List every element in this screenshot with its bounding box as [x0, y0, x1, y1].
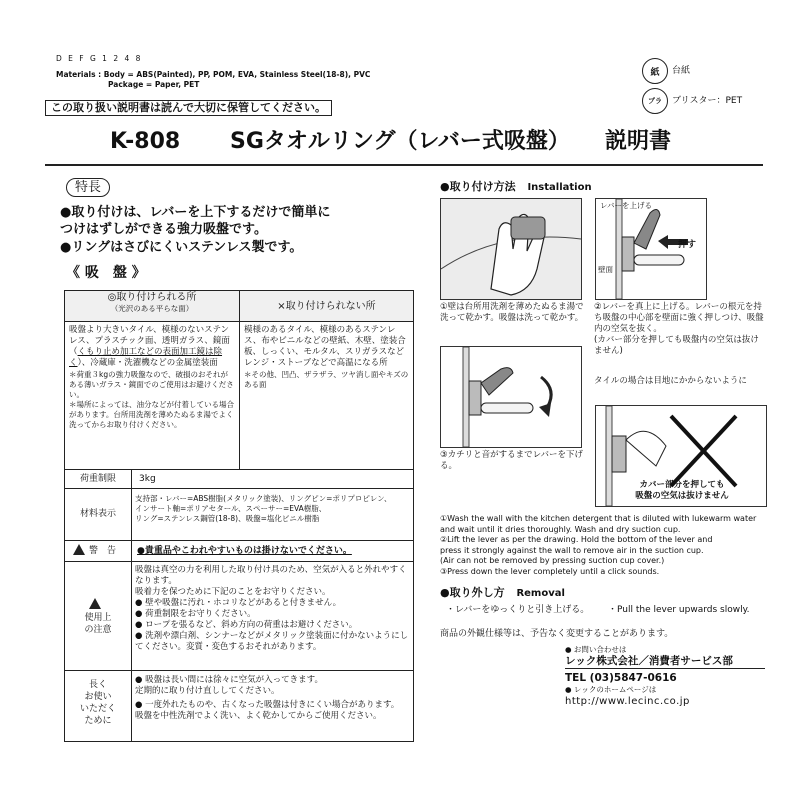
- inquiry-label: ● お問い合わせは: [565, 645, 627, 654]
- change-notice: 商品の外観仕様等は、予告なく変更することがあります。: [440, 629, 674, 639]
- cover-warning-text: カバー部分を押しても 吸盤の空気は抜けません: [635, 480, 729, 501]
- longuse-item-text: 一度外れたものや、古くなった吸盤は付きにくい場合があります。 吸盤を中性洗剤でよく洗い、よく乾かしてからご使用ください。: [135, 700, 400, 721]
- lever-down-illustration: [441, 347, 581, 447]
- features-heading: 特長: [66, 178, 110, 197]
- ok-cell: [69, 325, 235, 430]
- keep-notice: この取り扱い説明書は読んで大切に保管してください。: [45, 100, 332, 116]
- paper-recycle-mark: [642, 58, 690, 84]
- plastic-recycle-icon: プラ: [642, 88, 668, 114]
- wall-label: 壁面: [598, 265, 613, 274]
- material-row: [65, 488, 413, 541]
- material-value: 支持部・レバー=ABS樹脂(メタリック塗装)、リングピン=ポリプロピレン、 インサート軸=ポリアセタール、スペーサー=EVA樹脂、 リング=ステンレス鋼管(18-8)、吸盤=塩化ビニル樹脂: [135, 494, 392, 523]
- ok-note-2: ＊場所によっては、油分などが付着している場合があります。台所用洗剤を薄めたぬるま湯でよく洗ってからお取り付けください。: [69, 400, 234, 429]
- install-step-2-text: ②レバーを真上に上げる。レバーの根元を持ち吸盤の中心部を壁面に強く押しつけ、吸盤内の空気を抜く。: [594, 302, 764, 334]
- install-step-1: ①壁は台所用洗剤を薄めたぬるま湯で洗って乾かす。吸盤は洗って乾かす。: [440, 302, 584, 323]
- warning-row: [65, 541, 413, 562]
- ng-body-2: レンジ・ストーブなどで高温になる所: [244, 358, 388, 368]
- feature-item-1: ●取り付けは、レバーを上下するだけで簡単に つけはずしができる強力吸盤です。: [60, 205, 331, 237]
- company-block: [565, 645, 765, 708]
- install-step-2: [594, 302, 766, 357]
- longuse-label: 長く お使い いただく ために: [79, 680, 116, 726]
- ok-subtitle: （光沢のある平らな面）: [110, 304, 194, 313]
- load-value: 3kg: [139, 474, 156, 484]
- ok-body-underlined: くもり止め加工などの表面加工鏡は除く: [69, 347, 223, 368]
- warning-triangle-icon: [73, 544, 85, 555]
- english-step-2: ②Lift the lever as per the drawing. Hold the bottom of the lever and press it strongly against the wall to remove air in the suction cup. (Air can not be removed by pressing suction cup cover.): [440, 535, 713, 565]
- caution-triangle-icon: [89, 598, 101, 609]
- product-name: SGタオルリング（レバー式吸盤）: [230, 129, 570, 154]
- removal-en: ・Pull the lever upwards slowly.: [608, 605, 750, 615]
- suction-heading: 《 吸 盤 》: [66, 265, 146, 281]
- wash-hand-illustration: [441, 199, 581, 299]
- longuse-item-text: 吸盤は長い間には徐々に空気が入ってきます。 定期的に取り付け直ししてください。: [135, 675, 323, 696]
- ok-header-cell: [65, 291, 240, 322]
- ng-body: 模様のあるタイル、模様のあるステンレス、布やビニルなどの壁紙、木壁、塗装合板、しっくい、モルタル、スリガラスなど: [244, 325, 406, 357]
- row-divider: [131, 488, 132, 540]
- caution-label: 使用上 の注意: [84, 613, 112, 635]
- caution-intro: 吸盤は真空の力を利用した取り付け具のため、空気が入ると外れやすくなります。 吸着力を保つために下記のことをお守りください。: [135, 565, 407, 597]
- document-type: 説明書: [605, 129, 672, 154]
- longuse-content: [135, 675, 411, 722]
- warning-label: 警 告: [89, 546, 117, 556]
- install-step-3: ③カチリと音がするまでレバーを下げる。: [440, 450, 584, 471]
- load-label: 荷重制限: [79, 474, 116, 484]
- caution-item: ● 荷重制限をお守りください。: [135, 609, 256, 619]
- install-heading-jp: ●取り付け方法: [440, 180, 516, 193]
- company-url-link[interactable]: http://www.lecinc.co.jp: [565, 696, 690, 707]
- english-steps: [440, 514, 770, 577]
- ok-body: [69, 325, 235, 369]
- caution-row: [65, 562, 413, 671]
- install-step-2-note: (カバー部分を押しても吸盤内の空気は抜けません): [594, 335, 759, 356]
- caution-item-text: 荷重制限をお守りください。: [145, 609, 256, 619]
- longuse-item: ● 一度外れたものや、古くなった吸盤は付きにくい場合があります。 吸盤を中性洗剤でよく洗い、よく乾かしてからご使用ください。: [135, 700, 400, 721]
- cell-divider: [239, 321, 240, 469]
- caution-item: ● 洗剤や漂白剤、シンナーなどがメタリック塗装面に付かないようにしてください。変質・変色するおそれがあります。: [135, 631, 409, 652]
- paper-recycle-icon: 紙: [642, 58, 668, 84]
- ok-note-1: ＊荷重３kgの強力吸盤なので、破損のおそれがある薄いガラス・鏡面でのご使用はお避けください。: [69, 370, 234, 399]
- plastic-recycle-label: ブリスター：PET: [672, 96, 743, 106]
- lever-up-label: レバーを上げる: [600, 201, 652, 210]
- homepage-label: ● レックのホームページは: [565, 685, 657, 694]
- removal-jp: ・レバーをゆっくりと引き上げる。: [446, 605, 590, 615]
- figure-wash-wall: [440, 198, 582, 300]
- install-heading-en: Installation: [527, 182, 592, 193]
- tile-note: タイルの場合は目地にかからないように: [594, 376, 747, 386]
- removal-heading: [440, 586, 565, 601]
- push-label: 押す: [678, 240, 697, 250]
- caution-item-text: ロープを張るなど、斜め方向の荷重はお避けください。: [145, 620, 358, 630]
- caution-item: ● ロープを張るなど、斜め方向の荷重はお避けください。: [135, 620, 358, 630]
- ng-note: ＊その他、凹凸、ザラザラ、ツヤ消し面やキズのある面: [244, 370, 409, 389]
- plastic-recycle-mark: [642, 88, 742, 114]
- material-label: 材料表示: [79, 509, 116, 519]
- english-step-1: ①Wash the wall with the kitchen detergent that is diluted with lukewarm water and wait until it dries thoroughly. Wash and dry suction cup.: [440, 514, 757, 534]
- removal-heading-jp: ●取り外し方: [440, 586, 505, 599]
- row-divider: [131, 562, 132, 670]
- model-number: K-808: [110, 129, 181, 154]
- paper-recycle-label: 台紙: [672, 66, 691, 76]
- longuse-row: [65, 671, 413, 741]
- warning-value: ●貴重品やこわれやすいものは掛けないでください。: [137, 546, 352, 556]
- row-divider: [131, 671, 132, 741]
- company-tel: TEL (03)5847-0616: [565, 672, 677, 684]
- caution-item: ● 壁や吸盤に汚れ・ホコリなどがあると付きません。: [135, 598, 342, 608]
- spec-table: [64, 290, 414, 742]
- feature-item-2: ●リングはさびにくいステンレス製です。: [60, 240, 303, 255]
- row-divider: [131, 541, 132, 561]
- removal-heading-en: Removal: [516, 588, 565, 599]
- materials-line-1: Materials : Body = ABS(Painted), PP, POM, EVA, Stainless Steel(18-8), PVC: [56, 70, 371, 79]
- title-divider: [45, 164, 763, 166]
- ok-body-text: 吸盤より大きいタイル、模様のないステンレス、プラスチック面、透明ガラス、鏡面（: [69, 325, 230, 357]
- caution-content: [135, 565, 411, 653]
- ok-body-text-end: ）、冷蔵庫・洗濯機などの金属塗装面: [77, 358, 218, 368]
- ng-title: ×取り付けられない所: [240, 291, 413, 322]
- load-row: [65, 469, 413, 489]
- english-step-3: ③Press down the lever completely until a click sounds.: [440, 566, 660, 576]
- product-code: D E F G 1 2 4 8: [56, 54, 143, 63]
- caution-item-text: 壁や吸盤に汚れ・ホコリなどがあると付きません。: [145, 598, 342, 608]
- figure-cover-warning: [595, 405, 767, 507]
- figure-lever-down: [440, 346, 582, 448]
- row-divider: [131, 470, 132, 488]
- install-heading: [440, 180, 592, 195]
- longuse-item: ● 吸盤は長い間には徐々に空気が入ってきます。 定期的に取り付け直ししてください。: [135, 675, 323, 696]
- company-name: レック株式会社／消費者サービス部: [565, 655, 765, 669]
- caution-item-text: 洗剤や漂白剤、シンナーなどがメタリック塗装面に付かないようにしてください。変質・変色するおそれがあります。: [135, 631, 409, 652]
- ng-cell: [244, 325, 410, 390]
- ok-title: ◎取り付けられる所: [107, 292, 197, 303]
- materials-line-2: Package = Paper, PET: [108, 80, 200, 89]
- figure-lever-up: [595, 198, 707, 300]
